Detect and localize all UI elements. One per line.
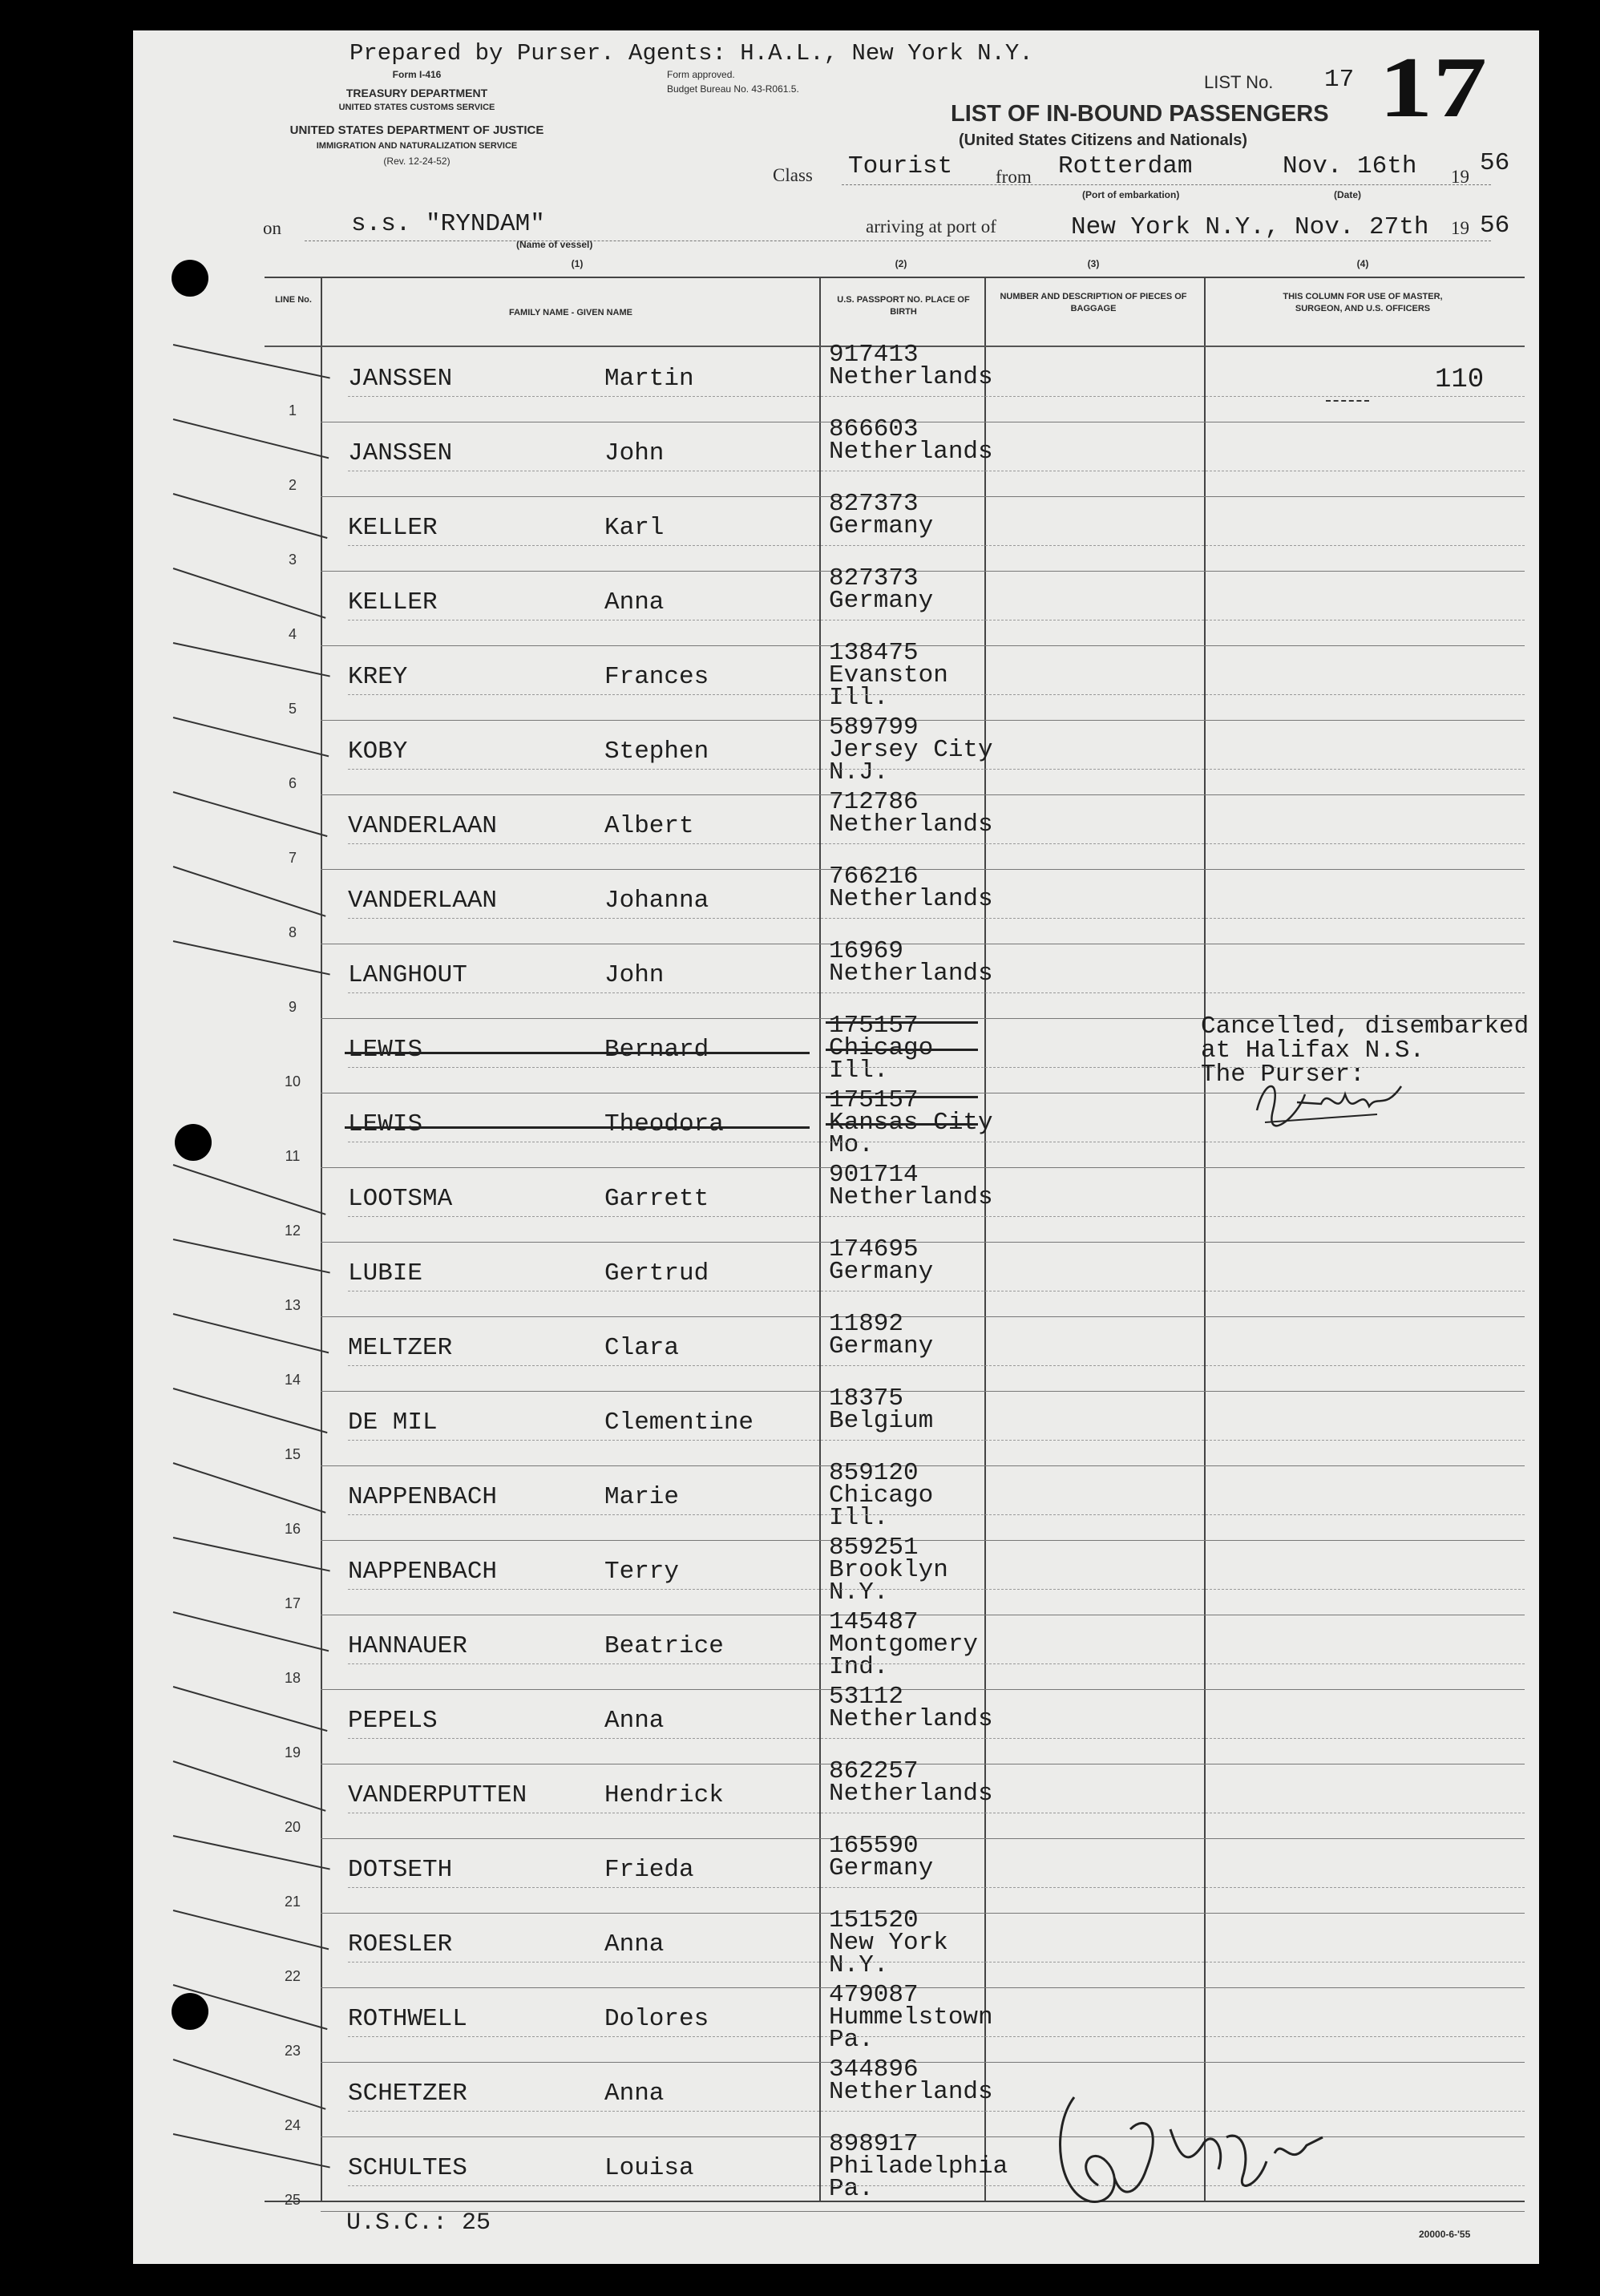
- justice-dept: UNITED STATES DEPARTMENT OF JUSTICE: [289, 123, 544, 137]
- passport-number: 175157: [829, 1012, 919, 1040]
- row-rule: [348, 1291, 1525, 1292]
- family-name: SCHETZER: [348, 2080, 467, 2108]
- document-title: LIST OF IN-BOUND PASSENGERS: [951, 101, 1329, 127]
- family-name: NAPPENBACH: [348, 1483, 498, 1511]
- passport-number: 859120: [829, 1459, 919, 1487]
- given-name: Anna: [604, 588, 665, 616]
- family-name: DE MIL: [348, 1409, 438, 1437]
- line-number: 1: [288, 402, 297, 418]
- place-of-birth: Jersey City: [829, 736, 993, 764]
- family-name: DOTSETH: [348, 1856, 453, 1884]
- row-divider: [321, 571, 1525, 572]
- line-number: 10: [284, 1073, 301, 1089]
- row-rule: [348, 545, 1525, 546]
- table-row: [265, 639, 1525, 722]
- given-name: Theodora: [604, 1110, 724, 1138]
- passport-number: 344896: [829, 2055, 919, 2084]
- given-name: Frieda: [604, 1856, 694, 1884]
- place-of-birth: Philadelphia: [829, 2152, 1008, 2181]
- row-rule: [348, 1738, 1525, 1739]
- line-number: 20: [284, 1819, 301, 1835]
- passport-number: 917413: [829, 341, 919, 369]
- place-of-birth: Netherlands: [829, 960, 993, 988]
- family-name: ROTHWELL: [348, 2005, 467, 2033]
- passport-number: 165590: [829, 1832, 919, 1860]
- class-label: Class: [773, 165, 813, 185]
- line-number: 25: [284, 2192, 301, 2208]
- family-name: VANDERLAAN: [348, 812, 498, 840]
- table-row: [265, 1757, 1525, 1840]
- place-of-birth-2: Ill.: [829, 1057, 889, 1085]
- row-rule: [348, 396, 1525, 397]
- row-divider: [321, 2062, 1525, 2063]
- place-of-birth: Netherlands: [829, 2078, 993, 2106]
- usc-total: U.S.C.: 25: [346, 2209, 491, 2237]
- table-row: [265, 490, 1525, 572]
- family-name: VANDERLAAN: [348, 887, 498, 915]
- row-divider: [321, 869, 1525, 870]
- row-divider: [321, 1987, 1525, 1988]
- given-name: Bernard: [604, 1036, 709, 1064]
- given-name: Clara: [604, 1334, 680, 1362]
- place-of-birth: Montgomery: [829, 1631, 979, 1659]
- row-divider: [321, 794, 1525, 795]
- officer-mark: [1326, 400, 1369, 402]
- line-number: 22: [284, 1968, 301, 1984]
- passport-number: 479087: [829, 1981, 919, 2009]
- place-of-birth-2: Ill.: [829, 1504, 889, 1532]
- passport-number: 151520: [829, 1906, 919, 1934]
- prepared-by: Prepared by Purser. Agents: H.A.L., New York N.Y.: [349, 40, 1033, 67]
- departure-year: 56: [1480, 149, 1510, 177]
- document-subtitle: (United States Citizens and Nationals): [959, 131, 1248, 149]
- table-row: [265, 1981, 1525, 2064]
- vessel-name: s.s. "RYNDAM": [351, 210, 545, 238]
- col-header-officers: THIS COLUMN FOR USE OF MASTER, SURGEON, AND U.S. OFFICERS: [1283, 292, 1443, 313]
- given-name: Anna: [604, 2080, 665, 2108]
- given-name: Louisa: [604, 2154, 694, 2182]
- place-of-birth-2: N.Y.: [829, 1951, 889, 1979]
- row-divider: [321, 1689, 1525, 1690]
- given-name: Stephen: [604, 738, 709, 766]
- place-of-birth: Belgium: [829, 1407, 934, 1435]
- line-number: 8: [288, 924, 297, 940]
- col-header-name: FAMILY NAME - GIVEN NAME: [508, 308, 633, 317]
- given-name: Johanna: [604, 887, 709, 915]
- purser-signature: [1249, 1070, 1409, 1134]
- family-name: HANNAUER: [348, 1632, 467, 1660]
- arrival-port: New York N.Y., Nov. 27th: [1071, 213, 1429, 241]
- given-name: John: [604, 439, 665, 467]
- passport-number: 898917: [829, 2130, 919, 2158]
- row-divider: [321, 1913, 1525, 1914]
- family-name: PEPELS: [348, 1707, 438, 1735]
- row-divider: [321, 1316, 1525, 1317]
- strike-line: [826, 1049, 978, 1051]
- family-name: ROESLER: [348, 1930, 453, 1958]
- passport-number: 53112: [829, 1683, 904, 1711]
- print-code: 20000-6-'55: [1419, 2229, 1471, 2240]
- passport-number: 18375: [829, 1384, 904, 1413]
- row-divider: [321, 496, 1525, 497]
- line-number: 5: [288, 701, 297, 717]
- place-of-birth: Netherlands: [829, 810, 993, 839]
- place-of-birth-2: N.J.: [829, 758, 889, 786]
- place-of-birth: Chicago: [829, 1034, 934, 1062]
- given-name: Martin: [604, 365, 694, 393]
- passport-number: 766216: [829, 863, 919, 891]
- place-of-birth-2: N.Y.: [829, 1578, 889, 1607]
- place-of-birth: Germany: [829, 1854, 934, 1882]
- given-name: Hendrick: [604, 1781, 724, 1809]
- line-number: 17: [284, 1595, 301, 1611]
- passenger-table: [265, 277, 1529, 2208]
- place-of-birth: Evanston: [829, 661, 948, 689]
- table-row: [265, 788, 1525, 871]
- family-name: MELTZER: [348, 1334, 453, 1362]
- family-name: LANGHOUT: [348, 961, 467, 989]
- place-of-birth-2: Ill.: [829, 684, 889, 712]
- revision: (Rev. 12-24-52): [383, 156, 451, 167]
- row-rule: [348, 1663, 1525, 1664]
- cancel-note-line2: at Halifax N.S.: [1201, 1037, 1425, 1065]
- place-of-birth: Brooklyn: [829, 1556, 948, 1584]
- given-name: Terry: [604, 1558, 680, 1586]
- passport-number: 862257: [829, 1757, 919, 1785]
- place-of-birth: Germany: [829, 587, 934, 615]
- line-number: 7: [288, 850, 297, 866]
- row-rule: [348, 918, 1525, 919]
- place-of-birth: Germany: [829, 512, 934, 540]
- col-mark-1: (1): [571, 258, 584, 269]
- given-name: Dolores: [604, 2005, 709, 2033]
- line-number: 13: [284, 1297, 301, 1313]
- family-name: KELLER: [348, 588, 438, 616]
- officer-count: 110: [1435, 365, 1485, 395]
- table-row: [265, 1384, 1525, 1467]
- table-row: [265, 713, 1525, 796]
- row-divider: [321, 1391, 1525, 1392]
- passport-number: 589799: [829, 713, 919, 742]
- row-divider: [321, 1838, 1525, 1839]
- table-row: [265, 1161, 1525, 1243]
- year-prefix: 19: [1451, 167, 1469, 187]
- row-divider: [321, 1465, 1525, 1466]
- line-number: 21: [284, 1894, 301, 1910]
- given-name: Anna: [604, 1930, 665, 1958]
- strike-line: [345, 1052, 810, 1054]
- place-of-birth-2: Pa.: [829, 2026, 874, 2054]
- family-name: LEWIS: [348, 1110, 423, 1138]
- date-caption: (Date): [1334, 189, 1362, 200]
- line-number: 24: [284, 2117, 301, 2133]
- strike-line: [826, 1123, 978, 1126]
- arrival-year: 56: [1480, 212, 1510, 240]
- line-number: 12: [284, 1223, 301, 1239]
- family-name: NAPPENBACH: [348, 1558, 498, 1586]
- table-row: [265, 1459, 1525, 1542]
- row-divider: [321, 645, 1525, 646]
- place-of-birth-2: Mo.: [829, 1131, 874, 1159]
- col-header-passport: U.S. PASSPORT NO. PLACE OF BIRTH: [837, 295, 970, 317]
- passport-number: 175157: [829, 1086, 919, 1114]
- passport-number: 859251: [829, 1534, 919, 1562]
- table-row: [265, 937, 1525, 1020]
- row-rule: [348, 1216, 1525, 1217]
- given-name: Albert: [604, 812, 694, 840]
- customs-service: UNITED STATES CUSTOMS SERVICE: [338, 103, 495, 112]
- given-name: Garrett: [604, 1185, 709, 1213]
- row-rule: [348, 1440, 1525, 1441]
- row-rule: [348, 1589, 1525, 1590]
- family-name: JANSSEN: [348, 439, 453, 467]
- row-rule: [348, 2036, 1525, 2037]
- given-name: Frances: [604, 663, 709, 691]
- col-mark-2: (2): [895, 258, 907, 269]
- col-mark-4: (4): [1356, 258, 1369, 269]
- place-of-birth-2: Pa.: [829, 2175, 874, 2203]
- budget-bureau: Budget Bureau No. 43-R061.5.: [667, 83, 799, 95]
- line-number: 23: [284, 2043, 301, 2059]
- cancel-note-line1: Cancelled, disembarked: [1201, 1013, 1529, 1041]
- port-embarkation: Rotterdam: [1058, 152, 1193, 180]
- passport-number: 16969: [829, 937, 904, 965]
- passport-number: 866603: [829, 415, 919, 443]
- table-row: [265, 1534, 1525, 1616]
- row-rule: [348, 1887, 1525, 1888]
- passport-number: 138475: [829, 639, 919, 667]
- family-name: VANDERPUTTEN: [348, 1781, 527, 1809]
- line-number: 6: [288, 775, 297, 791]
- place-of-birth: Netherlands: [829, 1705, 993, 1733]
- given-name: Clementine: [604, 1409, 754, 1437]
- place-of-birth: New York: [829, 1929, 948, 1957]
- col-header-line: LINE No.: [275, 295, 312, 305]
- from-label: from: [996, 167, 1032, 187]
- table-row: [265, 1608, 1525, 1691]
- table-row: [265, 415, 1525, 498]
- inspector-signature: [1042, 2081, 1363, 2225]
- place-of-birth: Kansas City: [829, 1109, 993, 1137]
- col-header-baggage: NUMBER AND DESCRIPTION OF PIECES OF BAGGAGE: [1000, 292, 1187, 313]
- family-name: SCHULTES: [348, 2154, 467, 2182]
- table-row: [265, 1310, 1525, 1393]
- table-row: [265, 1832, 1525, 1914]
- arriving-label: arriving at port of: [866, 216, 996, 236]
- place-of-birth: Netherlands: [829, 438, 993, 466]
- passport-number: 901714: [829, 1161, 919, 1189]
- given-name: Beatrice: [604, 1632, 724, 1660]
- row-rule: [348, 1962, 1525, 1963]
- ins-service: IMMIGRATION AND NATURALIZATION SERVICE: [316, 141, 518, 151]
- list-number-stamp: 17: [1379, 40, 1487, 135]
- given-name: Anna: [604, 1707, 665, 1735]
- passport-number: 827373: [829, 490, 919, 518]
- place-of-birth: Netherlands: [829, 1183, 993, 1211]
- place-of-birth: Germany: [829, 1258, 934, 1286]
- row-divider: [321, 720, 1525, 721]
- list-number: 17: [1324, 66, 1355, 94]
- line-number: 18: [284, 1670, 301, 1686]
- year-prefix-2: 19: [1451, 218, 1469, 238]
- cancel-note-line3: The Purser:: [1201, 1061, 1365, 1089]
- line-number: 9: [288, 999, 297, 1015]
- family-name: JANSSEN: [348, 365, 453, 393]
- treasury-dept: TREASURY DEPARTMENT: [345, 87, 488, 99]
- passport-number: 11892: [829, 1310, 904, 1338]
- given-name: Karl: [604, 514, 665, 542]
- family-name: LUBIE: [348, 1259, 423, 1287]
- table-row: [265, 1683, 1525, 1765]
- place-of-birth: Netherlands: [829, 885, 993, 913]
- table-row: [265, 1235, 1525, 1318]
- passport-number: 712786: [829, 788, 919, 816]
- row-rule: [348, 769, 1525, 770]
- place-of-birth: Chicago: [829, 1481, 934, 1510]
- line-number: 16: [284, 1521, 301, 1537]
- line-number: 19: [284, 1744, 301, 1760]
- list-label: LIST No.: [1204, 72, 1274, 92]
- col-mark-3: (3): [1087, 258, 1100, 269]
- place-of-birth-2: Ind.: [829, 1653, 889, 1681]
- row-rule: [348, 1514, 1525, 1515]
- row-divider: [321, 1242, 1525, 1243]
- row-divider: [321, 1167, 1525, 1168]
- vessel-caption: (Name of vessel): [516, 239, 593, 250]
- place-of-birth: Netherlands: [829, 1780, 993, 1808]
- table-row: [265, 564, 1525, 647]
- port-caption: (Port of embarkation): [1082, 189, 1180, 200]
- row-divider: [321, 1540, 1525, 1541]
- strike-line: [345, 1126, 810, 1129]
- row-rule: [348, 992, 1525, 993]
- on-label: on: [263, 218, 281, 238]
- form-number: Form I-416: [392, 69, 442, 80]
- punch-hole: [172, 1993, 208, 2030]
- line-number: 4: [288, 626, 297, 642]
- passport-number: 827373: [829, 564, 919, 592]
- passport-number: 174695: [829, 1235, 919, 1263]
- family-name: LEWIS: [348, 1036, 423, 1064]
- place-of-birth: Netherlands: [829, 363, 993, 391]
- punch-hole: [172, 260, 208, 297]
- line-number: 11: [285, 1148, 301, 1164]
- family-name: KOBY: [348, 738, 408, 766]
- table-row: [265, 341, 1525, 423]
- family-name: KELLER: [348, 514, 438, 542]
- place-of-birth: Germany: [829, 1332, 934, 1360]
- row-rule: [348, 1365, 1525, 1366]
- given-name: Marie: [604, 1483, 680, 1511]
- table-row: [265, 863, 1525, 945]
- class-line: [842, 184, 1491, 185]
- strike-line: [826, 1021, 978, 1024]
- row-rule: [348, 843, 1525, 844]
- family-name: KREY: [348, 663, 408, 691]
- strike-line: [826, 1096, 978, 1098]
- table-row: [265, 1906, 1525, 1989]
- departure-date: Nov. 16th: [1283, 152, 1417, 180]
- row-rule: [348, 694, 1525, 695]
- line-number: 2: [288, 477, 297, 493]
- line-number: 15: [284, 1446, 301, 1462]
- line-number: 14: [284, 1372, 301, 1388]
- passport-number: 145487: [829, 1608, 919, 1636]
- punch-hole: [175, 1124, 212, 1161]
- line-number: 3: [288, 552, 297, 568]
- family-name: LOOTSMA: [348, 1185, 453, 1213]
- place-of-birth: Hummelstown: [829, 2003, 993, 2031]
- given-name: Gertrud: [604, 1259, 709, 1287]
- class-value: Tourist: [848, 152, 953, 180]
- given-name: John: [604, 961, 665, 989]
- form-approved: Form approved.: [667, 69, 735, 80]
